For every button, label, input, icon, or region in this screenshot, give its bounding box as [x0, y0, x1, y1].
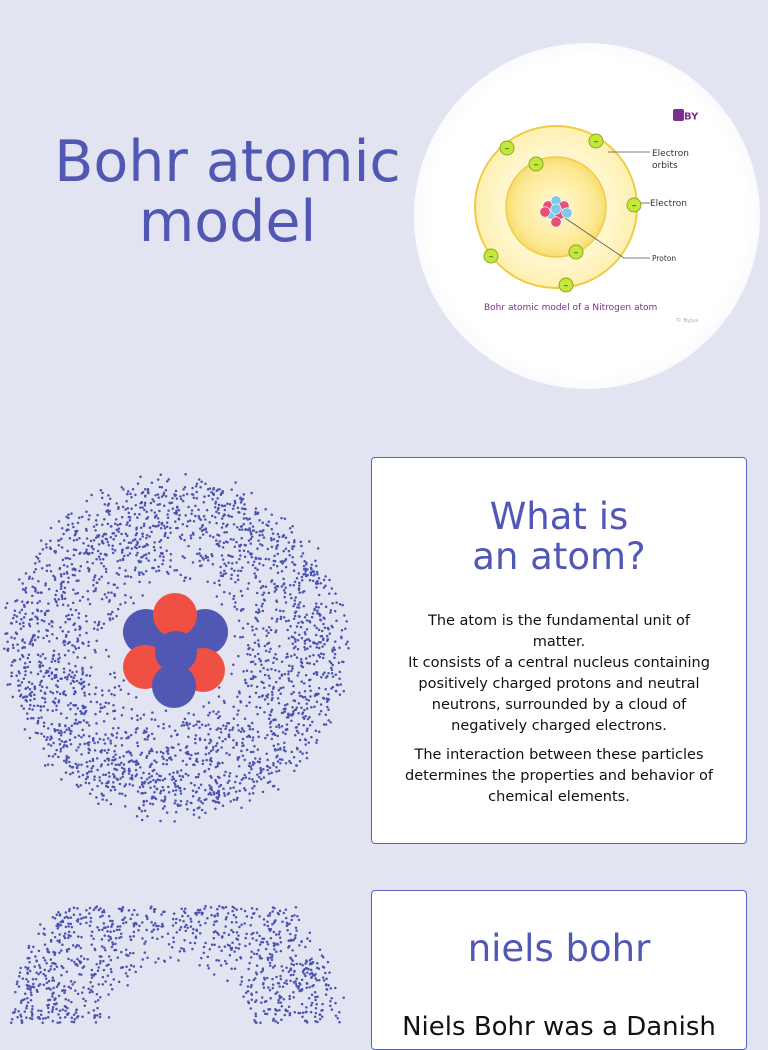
electron-sign: –	[533, 159, 539, 171]
card-paragraph-1	[394, 611, 724, 737]
byjus-logo-text: BY	[684, 111, 699, 123]
neutron	[152, 664, 196, 708]
atom-illustration	[0, 472, 350, 824]
nucleon	[562, 208, 572, 218]
bohr-intro-text: Niels Bohr was a Danish	[402, 1012, 716, 1042]
label-electron-orbits-1: Electron	[652, 149, 689, 159]
bohr-diagram-svg	[474, 106, 702, 324]
diagram-caption: Bohr atomic model of a Nitrogen atom	[484, 303, 658, 313]
text-line: The atom is the fundamental unit of	[427, 613, 691, 629]
label-proton: Proton	[652, 254, 677, 263]
title-line-1: Bohr atomic	[54, 129, 401, 195]
electron-sign: –	[504, 143, 510, 155]
label-electron: Electron	[650, 199, 687, 209]
card-paragraph-2	[394, 745, 724, 808]
title-line-2: model	[138, 189, 317, 255]
bohr-diagram	[474, 106, 702, 324]
electron-sign: –	[563, 280, 569, 292]
heading-line-1: What is	[489, 495, 629, 538]
nucleon	[551, 217, 561, 227]
text-line: chemical elements.	[488, 789, 630, 805]
electron-sign: –	[573, 247, 579, 259]
text-line: determines the properties and behavior of	[405, 768, 713, 784]
label-electron-orbits-2: orbits	[652, 161, 678, 171]
electron-cloud	[10, 905, 345, 1024]
byjus-logo-mark	[673, 109, 684, 121]
text-line: neutrons, surrounded by a cloud of	[431, 697, 687, 713]
card-heading	[372, 497, 746, 577]
heading-line-2: an atom?	[472, 535, 646, 578]
niels-bohr-card	[371, 890, 747, 1050]
electron-sign: –	[631, 200, 637, 212]
text-line: It consists of a central nucleus containing	[408, 655, 710, 671]
diagram-credit: © Byjus	[676, 318, 699, 324]
electron-sign: –	[593, 136, 599, 148]
byjus-logo	[673, 109, 699, 123]
nucleus-icon	[123, 593, 228, 708]
nucleon	[540, 207, 550, 217]
text-line: matter.	[532, 634, 586, 650]
proton	[153, 593, 197, 637]
text-line: negatively charged electrons.	[451, 718, 667, 734]
page-title	[30, 129, 425, 255]
card-heading: niels bohr	[467, 927, 651, 970]
what-is-atom-card	[371, 457, 747, 844]
nucleon	[551, 204, 561, 214]
atom-illustration-2	[10, 905, 350, 1024]
text-line: positively charged protons and neutral	[418, 676, 700, 692]
electron-sign: –	[488, 251, 494, 263]
text-line: The interaction between these particles	[414, 747, 704, 763]
